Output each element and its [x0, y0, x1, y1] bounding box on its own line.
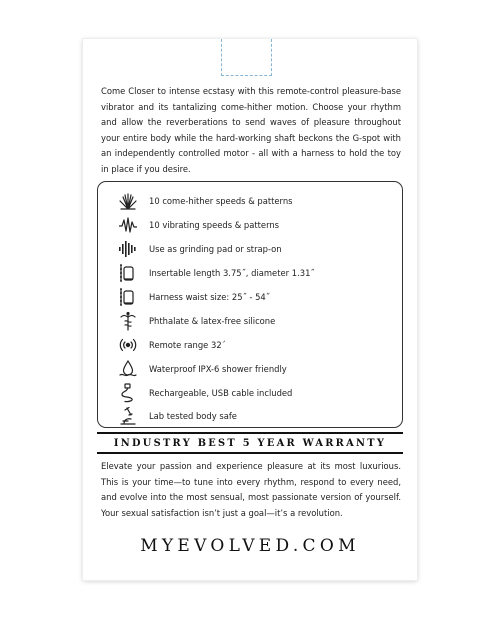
feature-item: [118, 335, 226, 355]
vibration-wave-icon: [118, 215, 138, 235]
feature-text: Phthalate & latex-free silicone: [149, 316, 276, 326]
dieline-marker: [221, 39, 272, 76]
feature-text: Remote range 32´: [149, 340, 226, 350]
website-url: MYEVOLVED.COM: [140, 536, 360, 556]
intro-paragraph: Come Closer to intense ecstasy with this remote-control pleasure-base vibrator and its tantalizing come-hither motion. Choose your rhythm and allow the reverberations to send waves of pleasure throughout your entire body while the hard-working shaft beckons the G-spot with an independently controlled motor - all with a harness to hold the toy in place if you desire.: [101, 86, 401, 174]
feature-item: [118, 359, 287, 379]
feature-text: Insertable length 3.75˝, diameter 1.31˝: [149, 268, 315, 278]
feature-text: 10 vibrating speeds & patterns: [149, 220, 280, 230]
feature-item: [118, 191, 293, 211]
warranty-text: INDUSTRY BEST 5 YEAR WARRANTY: [113, 437, 387, 449]
product-card: [83, 39, 417, 580]
ruler-cylinder-icon: [118, 263, 138, 283]
feature-text: Waterproof IPX-6 shower friendly: [149, 364, 287, 374]
feature-item: [118, 287, 270, 307]
feature-text: Rechargeable, USB cable included: [149, 388, 293, 398]
feature-text: 10 come-hither speeds & patterns: [149, 196, 293, 206]
remote-signal-icon: [118, 335, 138, 355]
feature-item: [118, 239, 282, 259]
outro-paragraph: Elevate your passion and experience pleasure at its most luxurious. This is your time—to tune into every rhythm, respond to every need, and evolve into the most sensual, most passionate version of yourself. Your sexual satisfaction isn’t just a goal—it’s a revolution.: [101, 461, 401, 518]
feature-text: Harness waist size: 25˝ - 54˝: [149, 292, 270, 302]
feature-item: [118, 311, 275, 331]
ruler-cylinder-icon: [118, 287, 138, 307]
warranty-banner: [97, 432, 403, 454]
feature-item: [118, 263, 315, 283]
microscope-icon: [118, 406, 138, 426]
feature-text: Use as grinding pad or strap-on: [149, 244, 282, 254]
caduceus-icon: [118, 311, 138, 331]
features-box: [97, 181, 403, 428]
usb-cable-icon: [118, 383, 138, 403]
feature-item: [118, 383, 292, 403]
sound-bars-icon: [118, 239, 138, 259]
water-drop-icon: [118, 359, 138, 379]
agave-plant-icon: [118, 191, 138, 211]
feature-item: [118, 406, 237, 426]
feature-item: [118, 215, 279, 235]
feature-text: Lab tested body safe: [149, 411, 237, 421]
